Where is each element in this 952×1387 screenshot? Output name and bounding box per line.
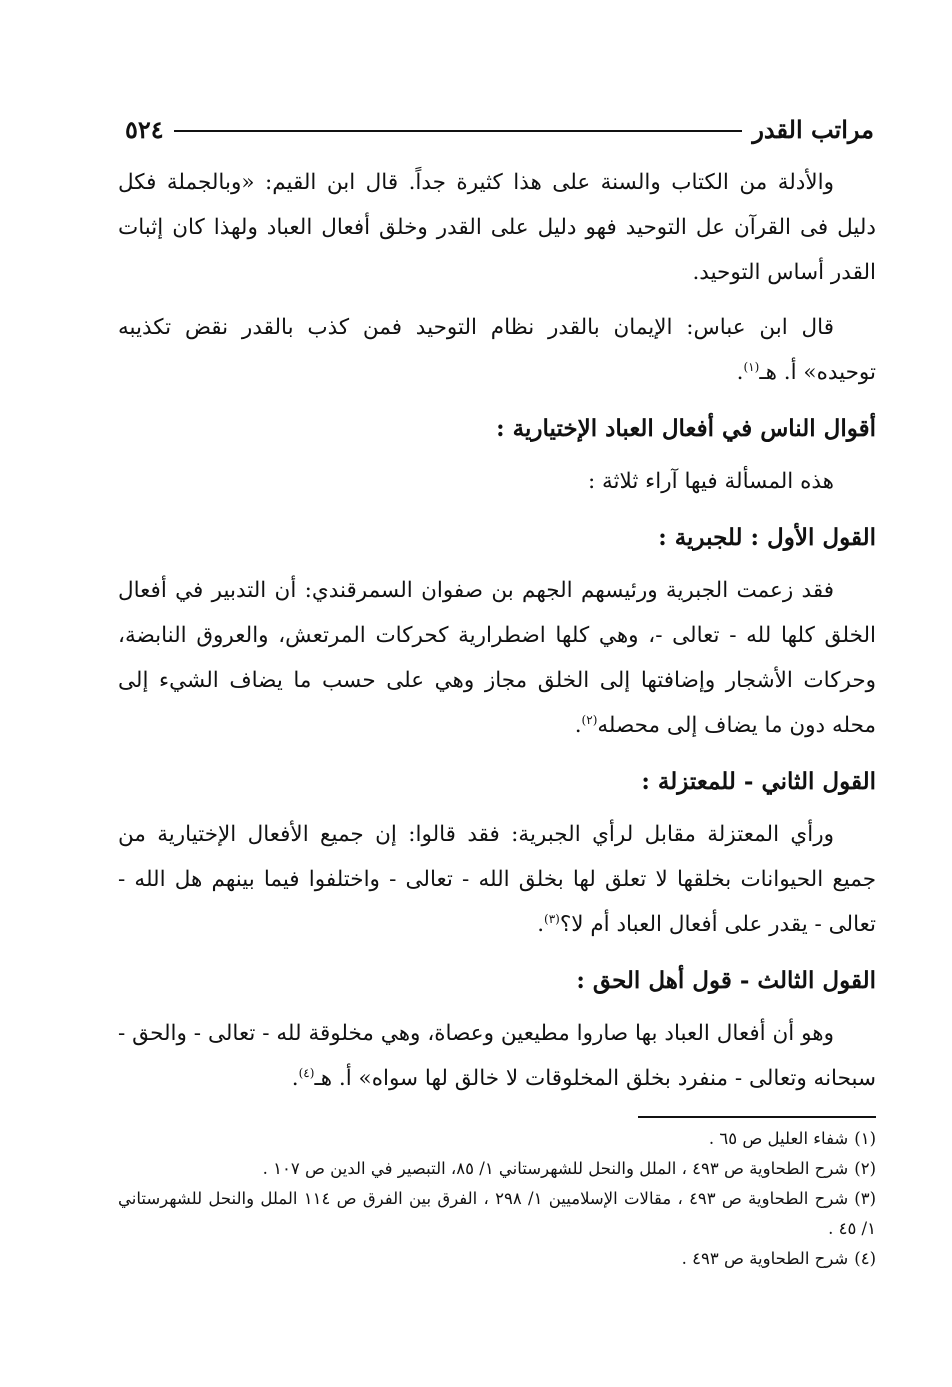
footnote-reference: (٢) (581, 712, 598, 727)
paragraph-end: . (291, 1066, 299, 1091)
page-number: ٥٢٤ (125, 114, 164, 144)
paragraph-end: . (736, 360, 744, 385)
running-header (125, 112, 874, 146)
paragraph-mutazila (118, 812, 876, 947)
paragraph-text: وهو أن أفعال العباد بها صاروا مطيعين وعصاة، وهي مخلوقة لله - تعالى - والحق - سبحانه وتعالى - منفرد بخلق المخلوقات لا خالق لها سواه» أ. هـ (118, 1021, 876, 1091)
footnote-number: (٢) (854, 1159, 876, 1178)
footnote-item (118, 1184, 876, 1244)
footnote-number: (١) (854, 1129, 876, 1148)
footnote-number: (٤) (854, 1249, 876, 1268)
footnote-item (118, 1124, 876, 1154)
paragraph-text: هذه المسألة فيها آراء ثلاثة : (587, 469, 834, 494)
paragraph-jabriyya (118, 568, 876, 748)
footnote-item (118, 1244, 876, 1274)
paragraph-evidence (118, 160, 876, 295)
paragraph-text: قال ابن عباس: الإيمان بالقدر نظام التوحيد فمن كذب بالقدر نقض تكذيبه توحيده» أ. هـ (118, 315, 876, 385)
footnote-reference: (١) (743, 359, 760, 374)
section-heading-mutazila: القول الثاني - للمعتزلة : (641, 768, 876, 795)
paragraph-end: . (574, 713, 582, 738)
paragraph-three-views (118, 459, 876, 504)
paragraph-text: فقد زعمت الجبرية ورئيسهم الجهم بن صفوان السمرقندي: أن التدبير في أفعال الخلق كلها لله - تعالى -، وهي كلها اضطرارية كحركات المرتعش، والعروق النابضة، وحركات الأشجار وإضافتها إلى الخلق مجاز وهي على حسب ما يضاف الشيء إلى محله دون ما يضاف إلى محصله (118, 578, 876, 738)
footnote-text: شرح الطحاوية ص ٤٩٣ ، مقالات الإسلاميين ١/ ٢٩٨ ، الفرق بين الفرق ص ١١٤ الملل والنحل للشهرستاني ١/ ٤٥ . (118, 1189, 876, 1238)
section-heading-ahl-al-haqq: القول الثالث - قول أهل الحق : (576, 967, 876, 994)
paragraph-text: والأدلة من الكتاب والسنة على هذا كثيرة جداً. قال ابن القيم: «وبالجملة فكل دليل فى القرآن عل التوحيد فهو دليل على القدر وخلق أفعال العباد ولهذا كان إثبات القدر أساس التوحيد. (118, 170, 876, 285)
footnote-text: شفاء العليل ص ٦٥ . (708, 1129, 849, 1148)
paragraph-text: ورأي المعتزلة مقابل لرأي الجبرية: فقد قالوا: إن جميع الأفعال الإختيارية من جميع الحيوانات بخلقها لا تعلق لها بخلق الله - تعالى - واختلفوا فيما بينهم هل الله - تعالى - يقدر على أفعال العباد أم لا؟ (118, 822, 876, 937)
footnote-item (118, 1154, 876, 1184)
paragraph-end: . (537, 912, 545, 937)
footnotes-section (118, 1116, 876, 1274)
section-heading-jabriyya: القول الأول : للجبرية : (658, 524, 876, 551)
footnote-reference: (٤) (298, 1065, 315, 1080)
footnote-text: شرح الطحاوية ص ٤٩٣ . (681, 1249, 849, 1268)
footnote-number: (٣) (854, 1189, 876, 1208)
header-title: مراتب القدر (752, 114, 874, 144)
main-text (118, 160, 876, 1111)
footnote-text: شرح الطحاوية ص ٤٩٣ ، الملل والنحل للشهرستاني ١/ ٨٥، التبصير في الدين ص ١٠٧ . (262, 1159, 849, 1178)
paragraph-ahl-al-haqq (118, 1011, 876, 1101)
section-heading-opinions: أقوال الناس في أفعال العباد الإختيارية : (496, 415, 876, 442)
paragraph-ibn-abbas (118, 305, 876, 395)
header-rule (174, 130, 743, 132)
footnote-reference: (٣) (544, 911, 560, 926)
footnote-divider (638, 1116, 876, 1118)
